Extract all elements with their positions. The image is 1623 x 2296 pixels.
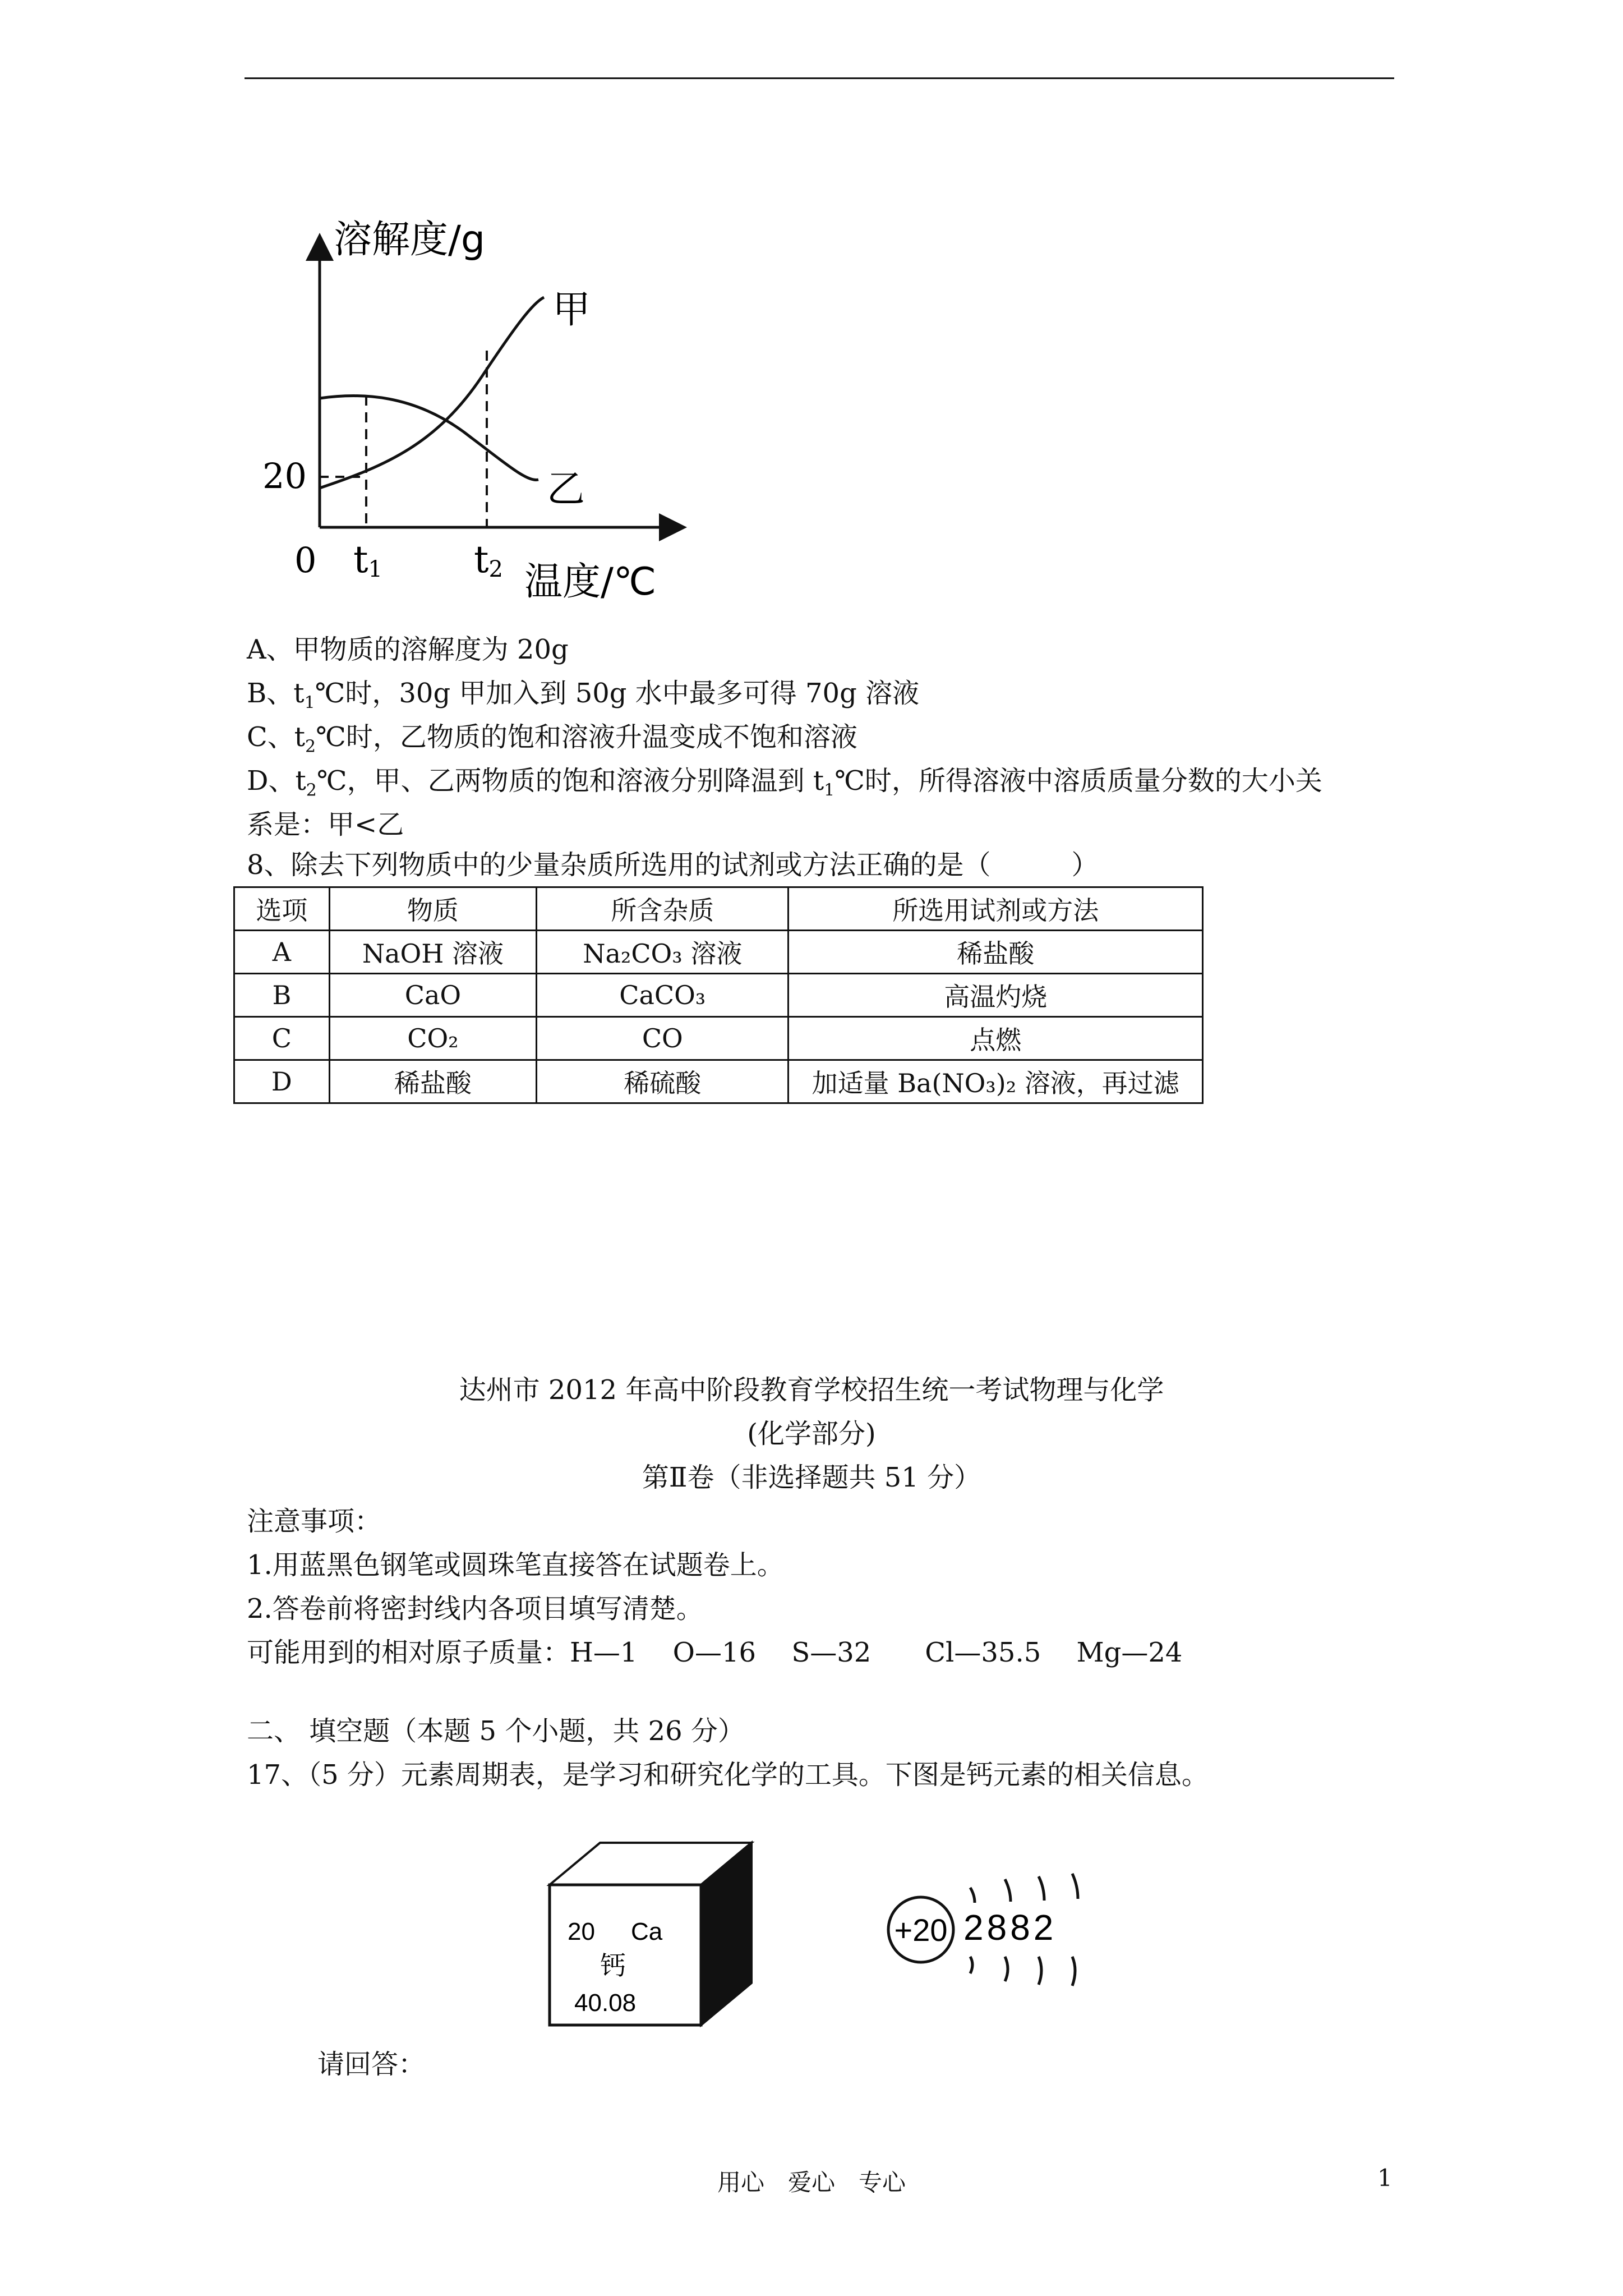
table-cell: 加适量 Ba(NO₃)₂ 溶液，再过滤 — [789, 1060, 1203, 1103]
atom-structure-diagram — [880, 1846, 1116, 2014]
table-cell: 点燃 — [789, 1017, 1203, 1060]
y-axis-label: 溶解度/g — [334, 218, 486, 262]
table-cell: NaOH 溶液 — [329, 931, 536, 974]
table-row — [234, 1060, 1203, 1103]
x-tick-t2: t2 — [474, 538, 503, 582]
shell-arcs-bottom — [970, 1957, 1075, 1986]
element-name: 钙 — [600, 1950, 626, 1981]
option-d: D、$t_2℃$，甲、乙两物质的饱和溶液分别降温到 $t_1℃$时，所得溶液中溶质质量分数的大小关 — [247, 765, 1322, 800]
origin-label: 0 — [294, 540, 317, 581]
curve-label-yi: 乙 — [547, 467, 585, 512]
table-cell: 稀盐酸 — [329, 1060, 536, 1103]
table-row — [234, 1017, 1203, 1060]
table-cell: C — [234, 1017, 330, 1060]
page-number: 1 — [1377, 2164, 1393, 2192]
header-cell: 所选用试剂或方法 — [789, 887, 1203, 931]
shell-arcs-top — [970, 1874, 1078, 1903]
table-cell: CO — [537, 1017, 789, 1060]
table-cell: 稀盐酸 — [789, 931, 1203, 974]
curve-jia — [320, 297, 544, 488]
header-rule — [245, 77, 1394, 79]
element-card — [538, 1834, 763, 2036]
exam-subtitle: (化学部分) — [747, 1418, 876, 1450]
q17-text: 17、（5 分）元素周期表，是学习和研究化学的工具。下图是钙元素的相关信息。 — [247, 1759, 1209, 1791]
table-row — [234, 974, 1203, 1017]
header-cell: 物质 — [329, 887, 536, 931]
table-cell: D — [234, 1060, 330, 1103]
please-answer: 请回答： — [317, 2049, 426, 2080]
table-cell: A — [234, 931, 330, 974]
table-cell: CaO — [329, 974, 536, 1017]
table-cell: Na₂CO₃ 溶液 — [537, 931, 789, 974]
note-2: 2.答卷前将密封线内各项目填写清楚。 — [247, 1593, 703, 1625]
y-tick-20: 20 — [262, 455, 307, 496]
q8-question: 8、除去下列物质中的少量杂质所选用的试剂或方法正确的是（ ） — [247, 849, 1099, 881]
option-a: A、甲物质的溶解度为 20g — [247, 634, 569, 665]
q8-table — [233, 886, 1204, 1104]
option-b: B、$t_1℃$时，30g 甲加入到 50g 水中最多可得 70g 溶液 — [247, 678, 920, 713]
nucleus-charge: +20 — [894, 1912, 948, 1948]
header-cell: 选项 — [234, 887, 330, 931]
table-cell: B — [234, 974, 330, 1017]
solubility-graph — [247, 208, 729, 600]
notes-heading: 注意事项： — [247, 1506, 382, 1537]
curve-yi — [320, 395, 538, 480]
exam-title: 达州市 2012 年高中阶段教育学校招生统一考试物理与化学 — [459, 1374, 1164, 1406]
note-1: 1.用蓝黑色钢笔或圆珠笔直接答在试题卷上。 — [247, 1549, 784, 1581]
atomic-number: 20 — [568, 1918, 595, 1945]
table-row — [234, 931, 1203, 974]
table-cell: CaCO₃ — [537, 974, 789, 1017]
footer-motto: 用心 爱心 专心 — [717, 2169, 906, 2196]
section-heading: 二、 填空题（本题 5 个小题，共 26 分） — [247, 1715, 745, 1747]
x-tick-t1: t1 — [353, 538, 382, 582]
volume-title: 第Ⅱ卷（非选择题共 51 分） — [642, 1462, 981, 1493]
table-cell: CO₂ — [329, 1017, 536, 1060]
table-cell: 稀硫酸 — [537, 1060, 789, 1103]
electron-counts: 2882 — [963, 1907, 1057, 1948]
header-cell: 所含杂质 — [537, 887, 789, 931]
atomic-mass: 40.08 — [574, 1989, 637, 2017]
table-cell: 高温灼烧 — [789, 974, 1203, 1017]
option-d-cont: 系是：甲<乙 — [247, 809, 404, 840]
option-c: C、$t_2℃$时，乙物质的饱和溶液升温变成不饱和溶液 — [247, 721, 857, 757]
curve-label-jia: 甲 — [552, 288, 591, 332]
table-header-row — [234, 887, 1203, 931]
element-symbol: Ca — [631, 1918, 663, 1945]
x-axis-label: 温度/℃ — [524, 560, 657, 600]
atomic-masses: 可能用到的相对原子质量：H—1 O—16 S—32 Cl—35.5 Mg—24 — [247, 1637, 1183, 1668]
